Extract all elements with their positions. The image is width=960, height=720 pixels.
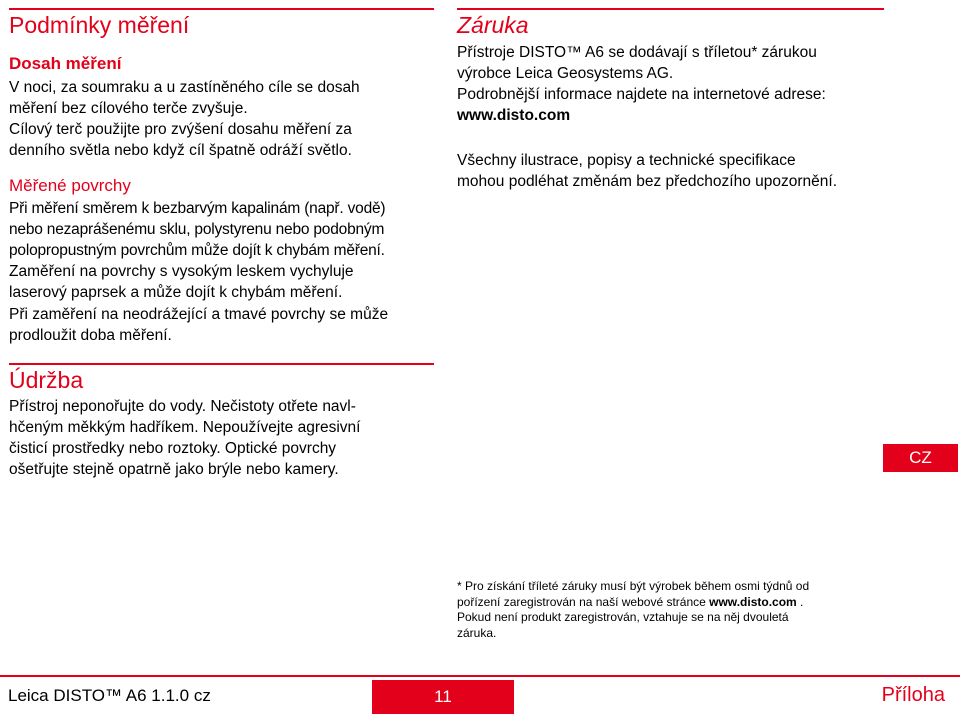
maintenance-text: Přístroj neponořujte do vody. Nečistoty otřete navl- hčeným měkkým hadříkem. Nepoužívejte agresivní čisticí prostředky nebo roztoky. Optické povrchy ošetřujte stejně opatrně jako brýle nebo kamery. bbox=[9, 398, 361, 478]
surfaces-text-3: Při zaměření na neodrážející a tmavé povrchy se může prodloužit doba měření. bbox=[9, 306, 389, 344]
disclaimer-text: Všechny ilustrace, popisy a technické specifikace mohou podléhat změnám bez předchozího upozornění. bbox=[457, 152, 837, 190]
language-badge: CZ bbox=[883, 444, 958, 472]
footnote bbox=[457, 579, 877, 641]
footer-product-label: Leica DISTO™ A6 1.1.0 cz bbox=[8, 686, 211, 705]
section-rule-conditions bbox=[9, 8, 434, 10]
warranty-text: Přístroje DISTO™ A6 se dodávají s tříletou* zárukou výrobce Leica Geosystems AG. Podrobnější informace najdete na internetové adrese: bbox=[457, 44, 826, 103]
subsection-heading-surfaces: Měřené povrchy bbox=[9, 176, 131, 195]
footer-section-label: Příloha bbox=[881, 684, 945, 706]
footer-rule bbox=[0, 675, 960, 677]
section-title-maintenance: Údržba bbox=[9, 367, 84, 393]
footnote-text-2: . Pokud není produkt zaregistrován, vztahuje se na něj dvouletá záruka. bbox=[457, 594, 804, 640]
section-title-conditions: Podmínky měření bbox=[9, 12, 190, 38]
page-number: 11 bbox=[372, 680, 514, 714]
surfaces-text-1: Při měření směrem k bezbarvým kapalinám (např. vodě) nebo nezaprášenému sklu, polystyrenu nebo podobným polopropustným povrchům může dojít k chybám měření. bbox=[9, 200, 386, 259]
surfaces-text-2: Zaměření na povrchy s vysokým leskem vychyluje laserový paprsek a může dojít k chybám měření. bbox=[9, 263, 354, 301]
section-rule-maintenance bbox=[9, 363, 434, 365]
range-text: V noci, za soumraku a u zastíněného cíle se dosah měření bez cílového terče zvyšuje. Cílový terč použijte pro zvýšení dosahu měření za denního světla nebo když cíl špatně odráží světlo. bbox=[9, 79, 360, 159]
subsection-heading-range: Dosah měření bbox=[9, 54, 122, 73]
warranty-link[interactable]: www.disto.com bbox=[457, 107, 571, 124]
section-title-warranty: Záruka bbox=[457, 12, 529, 38]
footnote-link[interactable]: www.disto.com bbox=[709, 594, 797, 609]
section-rule-warranty bbox=[457, 8, 884, 10]
footnote-text-1: * Pro získání tříleté záruky musí být výrobek během osmi týdnů od pořízení zaregistrován na naší webové stránce bbox=[457, 579, 810, 609]
